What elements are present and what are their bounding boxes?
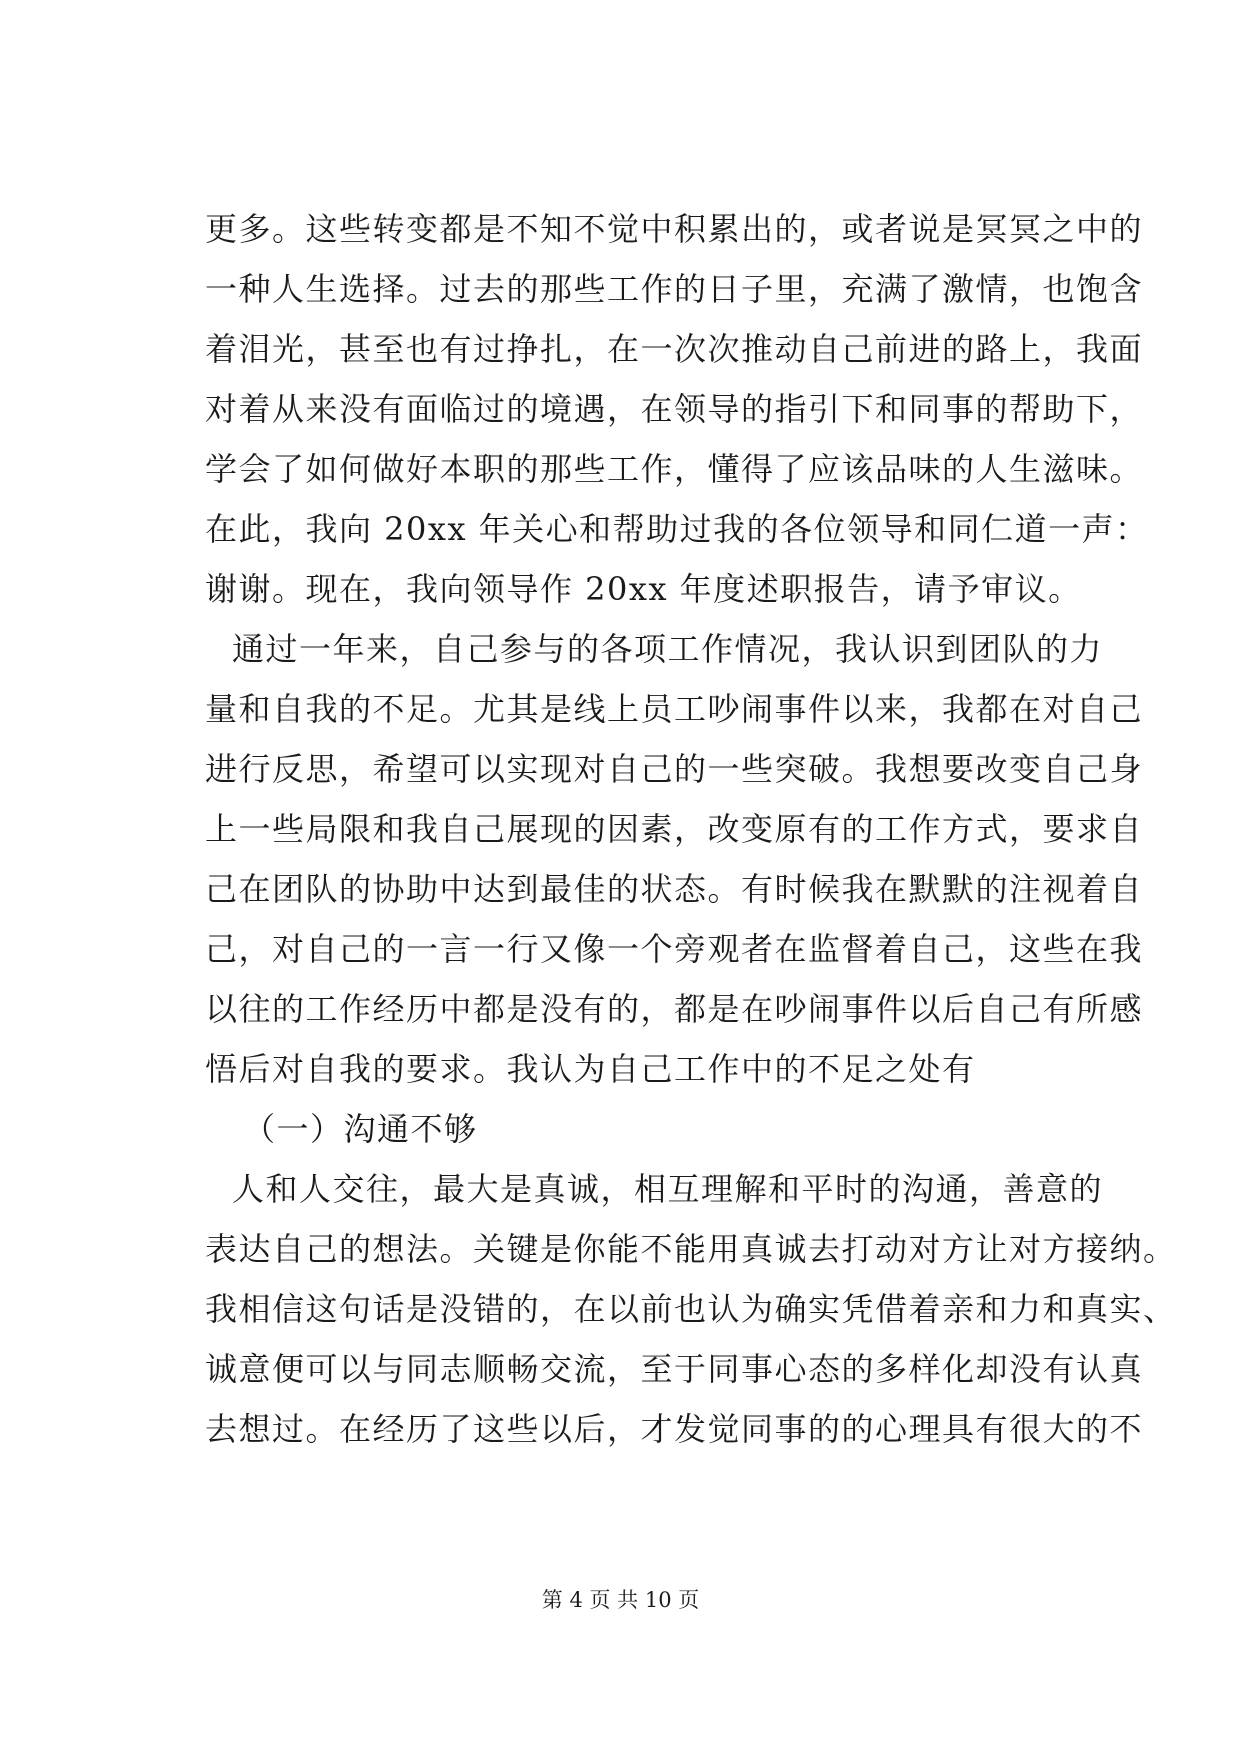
body-line: 在此，我向 20xx 年关心和帮助过我的各位领导和同仁道一声： xyxy=(205,510,1149,548)
body-line: 学会了如何做好本职的那些工作，懂得了应该品味的人生滋味。 xyxy=(205,450,1144,488)
body-line: 悟后对自我的要求。我认为自己工作中的不足之处有 xyxy=(205,1050,976,1088)
body-line: 我相信这句话是没错的，在以前也认为确实凭借着亲和力和真实、 xyxy=(205,1290,1177,1328)
body-line: 上一些局限和我自己展现的因素，改变原有的工作方式，要求自 xyxy=(205,810,1144,848)
body-line: 对着从来没有面临过的境遇，在领导的指引下和同事的帮助下， xyxy=(205,390,1144,428)
body-line: 去想过。在经历了这些以后，才发觉同事的的心理具有很大的不 xyxy=(205,1410,1144,1448)
body-line: 己在团队的协助中达到最佳的状态。有时候我在默默的注视着自 xyxy=(205,870,1144,908)
body-line: 一种人生选择。过去的那些工作的日子里，充满了激情，也饱含 xyxy=(205,270,1144,308)
body-line: 量和自我的不足。尤其是线上员工吵闹事件以来，我都在对自己 xyxy=(205,690,1144,728)
page-number-footer: 第 4 页 共 10 页 xyxy=(541,1588,700,1612)
body-line: 以往的工作经历中都是没有的，都是在吵闹事件以后自己有所感 xyxy=(205,990,1144,1028)
body-line: 进行反思，希望可以实现对自己的一些突破。我想要改变自己身 xyxy=(205,750,1144,788)
body-line: 诚意便可以与同志顺畅交流，至于同事心态的多样化却没有认真 xyxy=(205,1350,1144,1388)
body-line: 着泪光，甚至也有过挣扎，在一次次推动自己前进的路上，我面 xyxy=(205,330,1144,368)
section-heading: （一）沟通不够 xyxy=(243,1110,478,1148)
paragraph-first-line: 通过一年来，自己参与的各项工作情况，我认识到团队的力 xyxy=(232,630,1104,668)
body-line: 表达自己的想法。关键是你能不能用真诚去打动对方让对方接纳。 xyxy=(205,1230,1177,1268)
paragraph-first-line: 人和人交往，最大是真诚，相互理解和平时的沟通，善意的 xyxy=(232,1170,1104,1208)
body-line: 更多。这些转变都是不知不觉中积累出的，或者说是冥冥之中的 xyxy=(205,210,1144,248)
body-line: 谢谢。现在，我向领导作 20xx 年度述职报告，请予审议。 xyxy=(205,570,1082,608)
body-line: 己，对自己的一言一行又像一个旁观者在监督着自己，这些在我 xyxy=(205,930,1144,968)
